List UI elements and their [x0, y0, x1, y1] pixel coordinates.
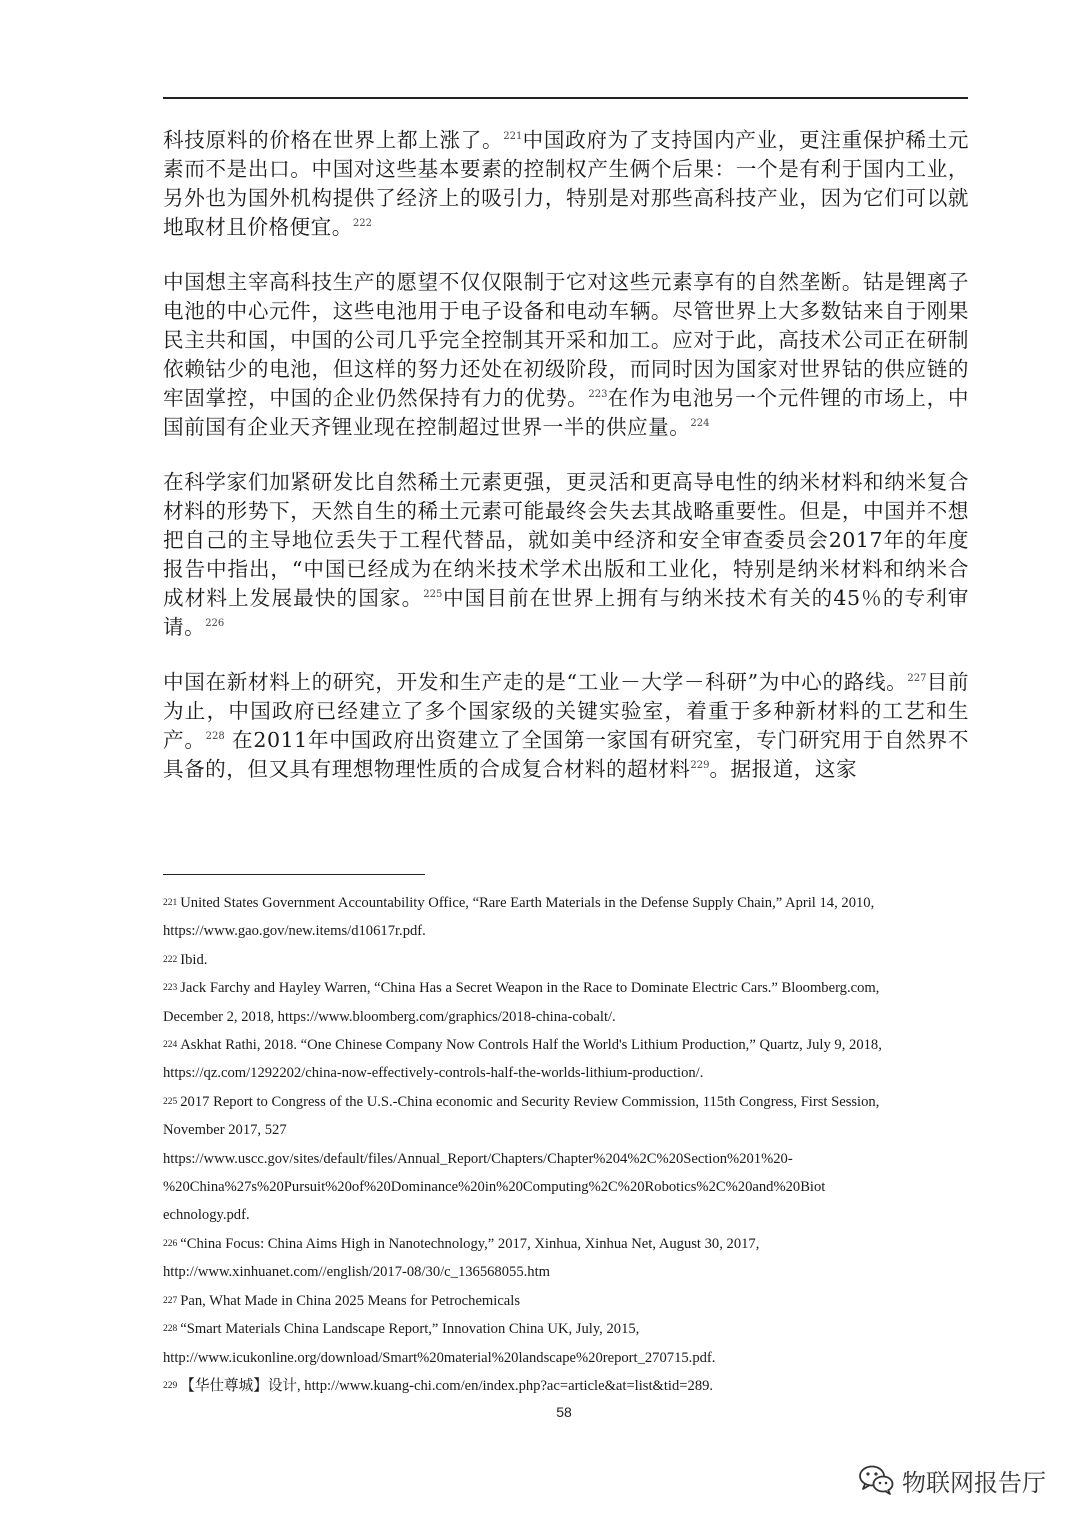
footnote-number: 226	[163, 1238, 178, 1249]
footnote-ref: 226	[205, 618, 225, 630]
paragraph-text: 在科学家们加紧研发比自然稀土元素更强，更灵活和更高导电性的纳米材料和纳米复合材料的形势下，天然自生的稀土元素可能最终会失去其战略重要性。但是，中国并不想把自己的主导地位丢失于工程代替品，就如美中经济和安全审查委员会2017年的年度报告中指出，“中国已经成为在纳米技术学术出版和工业化，特别是纳米材料和纳米合成材料上发展最快的国家。	[163, 470, 969, 610]
paragraph-text: 中国在新材料上的研究，开发和生产走的是“工业－大学－科研”为中心的路线。	[163, 670, 908, 694]
footnote-line	[163, 1287, 969, 1315]
footnote-ref: 229	[690, 760, 710, 772]
paragraph-text: 科技原料的价格在世界上都上涨了。	[163, 128, 504, 152]
footnote-text: http://www.icukonline.org/download/Smart%20material%20landscape%20report_270715.pdf.	[163, 1349, 716, 1366]
footnote-text: echnology.pdf.	[163, 1207, 250, 1224]
footnote-line	[163, 1173, 969, 1201]
footnote-ref: 222	[352, 218, 372, 230]
footnote-line	[163, 889, 969, 917]
paragraph-text: 在作为电池另一个元件锂的市场上，中国前国有企业天齐锂业现在控制超过世界一半的供应量。	[163, 386, 970, 439]
paragraph-text: 在2011年中国政府出资建立了全国第一家国有研究室，专门研究用于自然界不具备的，但又具有理想物理性质的合成复合材料的超材料	[163, 728, 970, 781]
footnote-line	[163, 1201, 969, 1229]
footnote-text: “China Focus: China Aims High in Nanotechnology,” 2017, Xinhua, Xinhua Net, August 30, 2017,	[180, 1235, 760, 1252]
footnote-text: https://www.gao.gov/new.items/d10617r.pdf.	[163, 923, 426, 940]
watermark-text: 物联网报告厅	[902, 1468, 1046, 1497]
footnote-ref: 227	[907, 673, 927, 685]
footnote-text: 【华仕尊城】设计, http://www.kuang-chi.com/en/index.php?ac=article&at=list&tid=289.	[180, 1377, 714, 1394]
footnote-number: 223	[163, 983, 178, 994]
footnote-line	[163, 946, 969, 974]
footnote-line	[163, 1315, 969, 1343]
paragraph	[163, 468, 969, 642]
paragraph-text: 中国目前在世界上拥有与纳米技术有关的45％的专利审请。	[163, 586, 969, 639]
page-number: 58	[556, 1404, 572, 1420]
footnote-ref: 223	[588, 389, 608, 401]
paragraph-text: 中国想主宰高科技生产的愿望不仅仅限制于它对这些元素享有的自然垄断。钴是锂离子电池的中心元件，这些电池用于电子设备和电动车辆。尽管世界上大多数钴来自于刚果民主共和国，中国的公司几乎完全控制其开采和加工。应对于此，高技术公司正在研制依赖钴少的电池，但这样的努力还处在初级阶段，而同时因为国家对世界钴的供应链的牢固掌控，中国的企业仍然保持有力的优势。	[163, 270, 969, 410]
footnote-text: %20China%27s%20Pursuit%20of%20Dominance%20in%20Computing%2C%20Robotics%2C%20and%20Biot	[163, 1179, 826, 1196]
footnote-line	[163, 1088, 969, 1116]
footnote-text: “Smart Materials China Landscape Report,” Innovation China UK, July, 2015,	[180, 1321, 640, 1338]
footnote-text: Pan, What Made in China 2025 Means for Petrochemicals	[180, 1292, 521, 1309]
footnote-ref: 224	[690, 418, 710, 430]
footnote-line	[163, 1116, 969, 1144]
paragraph	[163, 268, 969, 442]
footnote-line	[163, 1003, 969, 1031]
wechat-icon	[858, 1464, 894, 1496]
footnote-ref: 221	[503, 131, 523, 143]
body-text	[163, 126, 969, 810]
footnote-text: 2017 Report to Congress of the U.S.-China economic and Security Review Commission, 115th Congress, First Session,	[180, 1093, 880, 1110]
footnote-ref: 228	[205, 731, 225, 743]
footnote-line	[163, 1372, 969, 1400]
footnote-number: 224	[163, 1040, 178, 1051]
footnote-number: 229	[163, 1380, 178, 1391]
footnote-number: 225	[163, 1096, 178, 1107]
paragraph-text: 目前为止，中国政府已经建立了多个国家级的关键实验室，着重于多种新材料的工艺和生产。	[163, 670, 969, 752]
footnote-text: November 2017, 527	[163, 1122, 287, 1139]
footnote-line	[163, 1230, 969, 1258]
header-rule	[163, 97, 968, 99]
paragraph	[163, 126, 969, 242]
footnote-line	[163, 1258, 969, 1286]
footnote-line	[163, 974, 969, 1002]
footnotes	[163, 889, 969, 1400]
footnote-number: 228	[163, 1324, 178, 1335]
footnote-ref: 225	[423, 589, 443, 601]
footnote-text: Askhat Rathi, 2018. “One Chinese Company Now Controls Half the World's Lithium Production,” Quartz, July 9, 2018,	[180, 1037, 882, 1054]
paragraph	[163, 668, 969, 784]
footnote-text: https://www.uscc.gov/sites/default/files/Annual_Report/Chapters/Chapter%204%2C%20Section%201%20-	[163, 1150, 793, 1167]
footnote-line	[163, 1344, 969, 1372]
footnote-text: December 2, 2018, https://www.bloomberg.com/graphics/2018-china-cobalt/.	[163, 1008, 616, 1025]
paragraph-text: 中国政府为了支持国内产业，更注重保护稀土元素而不是出口。中国对这些基本要素的控制权产生俩个后果：一个是有利于国内工业，另外也为国外机构提供了经济上的吸引力，特别是对那些高科技产业，因为它们可以就地取材且价格便宜。	[163, 128, 970, 239]
footnote-number: 227	[163, 1295, 178, 1306]
footnote-number: 222	[163, 954, 178, 965]
footnote-line	[163, 1145, 969, 1173]
footnote-text: Ibid.	[180, 951, 208, 968]
footnote-text: http://www.xinhuanet.com//english/2017-08/30/c_136568055.htm	[163, 1264, 550, 1281]
watermark	[858, 1460, 1046, 1500]
footnote-line	[163, 917, 969, 945]
footnote-text: Jack Farchy and Hayley Warren, “China Has a Secret Weapon in the Race to Dominate Electric Cars.” Bloomberg.com,	[180, 980, 880, 997]
paragraph-text: 。据报道，这家	[709, 757, 858, 781]
footnote-text: United States Government Accountability Office, “Rare Earth Materials in the Defense Supply Chain,” April 14, 2010,	[180, 895, 875, 911]
footnote-number: 221	[163, 898, 178, 908]
footnote-line	[163, 1031, 969, 1059]
footnote-line	[163, 1059, 969, 1087]
footnote-text: https://qz.com/1292202/china-now-effectively-controls-half-the-worlds-lithium-production/.	[163, 1065, 704, 1082]
footnote-separator	[163, 874, 425, 875]
